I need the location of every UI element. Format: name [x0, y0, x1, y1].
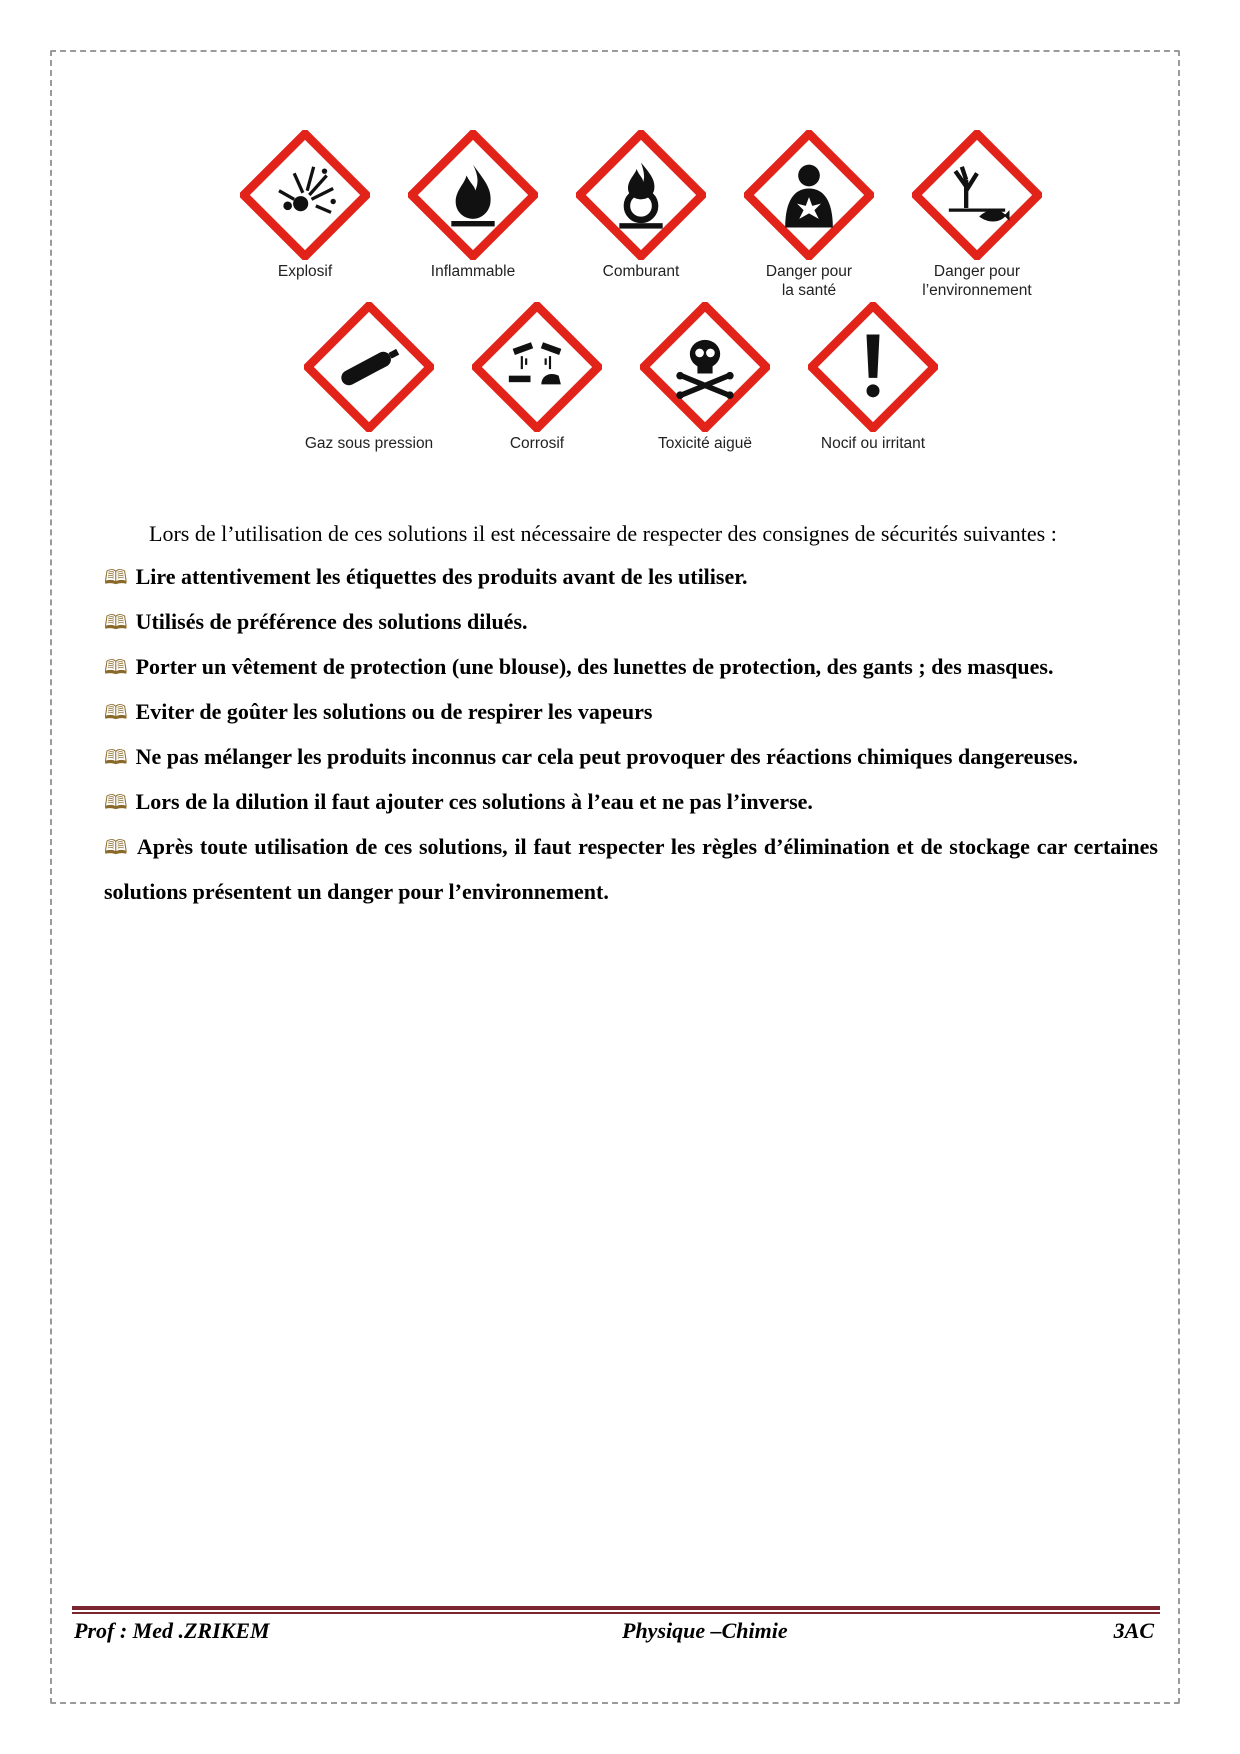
- pictogram-oxidizing: [566, 130, 716, 281]
- safety-instructions: [104, 512, 1158, 913]
- pictogram-flammable: [398, 130, 548, 281]
- book-icon: 🕮: [104, 747, 128, 769]
- pictogram-label-line: Comburant: [602, 263, 680, 280]
- intro-paragraph: Lors de l’utilisation de ces solutions il est nécessaire de respecter des consignes de sécurités suivantes :: [149, 521, 1057, 546]
- rule-item: [104, 735, 1158, 780]
- pictogram-label-line: Danger pour: [933, 263, 1021, 280]
- flame-over-circle-icon: [576, 130, 706, 260]
- pictogram-compressed-gas: [294, 302, 444, 453]
- explosive-icon: [240, 130, 370, 260]
- corrosion-icon: [472, 302, 602, 432]
- pictogram-label-line: l’environnement: [922, 282, 1032, 299]
- book-icon: 🕮: [104, 612, 128, 634]
- pictogram-health-hazard: [734, 130, 884, 300]
- pictogram-label: [798, 434, 948, 453]
- rule-text: Lors de la dilution il faut ajouter ces solutions à l’eau et ne pas l’inverse.: [135, 789, 813, 814]
- footer-level: 3AC: [1113, 1618, 1154, 1643]
- pictogram-label: [462, 434, 612, 453]
- footer-author: Prof : Med .ZRIKEM: [74, 1618, 270, 1643]
- rule-text: Ne pas mélanger les produits inconnus car cela peut provoquer des réactions chimiques dangereuses.: [135, 744, 1078, 769]
- footer-divider: [72, 1612, 1160, 1614]
- exclamation-icon: [808, 302, 938, 432]
- pictogram-label-line: Toxicité aiguë: [658, 435, 752, 452]
- pictogram-acute-toxicity: [630, 302, 780, 453]
- rule-text: Utilisés de préférence des solutions dilués.: [135, 609, 528, 634]
- pictogram-label-line: Corrosif: [509, 435, 565, 452]
- book-icon: 🕮: [104, 657, 128, 679]
- pictogram-label-line: la santé: [781, 282, 837, 299]
- pictogram-label: [294, 434, 444, 453]
- rule-item: [104, 555, 1158, 600]
- pictogram-label: [230, 262, 380, 281]
- pictogram-environment: [902, 130, 1052, 300]
- ghs-pictogram-grid: [0, 0, 1240, 480]
- pictogram-label-line: Explosif: [277, 263, 333, 280]
- rule-text: Lire attentivement les étiquettes des produits avant de les utiliser.: [135, 564, 748, 589]
- pictogram-explosive: [230, 130, 380, 281]
- rule-item: [104, 645, 1158, 690]
- gas-cylinder-icon: [304, 302, 434, 432]
- pictogram-label-line: Nocif ou irritant: [820, 435, 926, 452]
- pictogram-label: [902, 262, 1052, 300]
- book-icon: 🕮: [104, 702, 128, 724]
- health-hazard-icon: [744, 130, 874, 260]
- rule-item: [104, 780, 1158, 825]
- rule-item: [104, 600, 1158, 645]
- pictogram-irritant: [798, 302, 948, 453]
- book-icon: 🕮: [104, 792, 128, 814]
- page-footer: [74, 1618, 1154, 1648]
- book-icon: 🕮: [104, 567, 128, 589]
- book-icon: 🕮: [104, 837, 129, 859]
- flame-icon: [408, 130, 538, 260]
- pictogram-label-line: Danger pour: [765, 263, 853, 280]
- pictogram-label: [398, 262, 548, 281]
- pictogram-label: [566, 262, 716, 281]
- rule-text: Eviter de goûter les solutions ou de respirer les vapeurs: [135, 699, 653, 724]
- footer-subject: Physique –Chimie: [622, 1618, 788, 1643]
- footer-divider: [72, 1606, 1160, 1610]
- pictogram-label-line: Gaz sous pression: [304, 435, 434, 452]
- skull-crossbones-icon: [640, 302, 770, 432]
- pictogram-label-line: Inflammable: [430, 263, 516, 280]
- pictogram-corrosive: [462, 302, 612, 453]
- rule-item: [104, 690, 1158, 735]
- environment-icon: [912, 130, 1042, 260]
- rule-text: Après toute utilisation de ces solutions, il faut respecter les règles d’élimination et de stockage car certaines solutions présentent un danger pour l’environnement.: [104, 834, 1158, 904]
- rule-text: Porter un vêtement de protection (une blouse), des lunettes de protection, des gants ; des masques.: [135, 654, 1054, 679]
- pictogram-label: [630, 434, 780, 453]
- pictogram-label: [734, 262, 884, 300]
- rule-item: [104, 825, 1158, 913]
